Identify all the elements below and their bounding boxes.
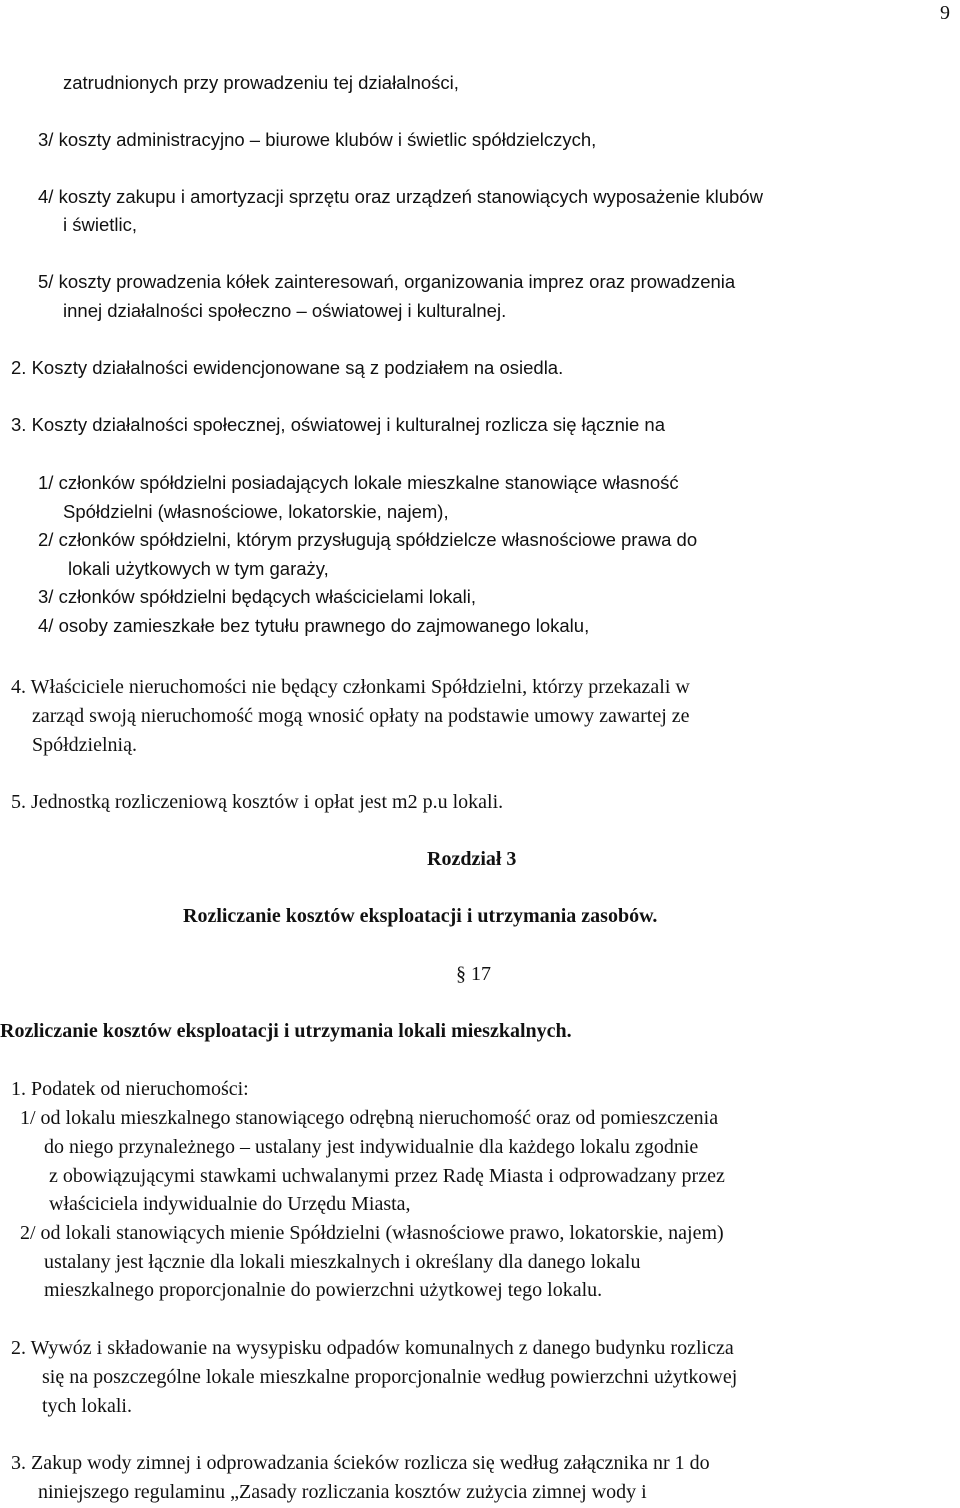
paragraph-line: do niego przynależnego – ustalany jest indywidualnie dla każdego lokalu zgodnie xyxy=(44,1136,699,1158)
chapter-heading: Rozdział 3 xyxy=(427,848,517,870)
paragraph-line: zarząd swoją nieruchomość mogą wnosić opłaty na podstawie umowy zawartej ze xyxy=(32,705,690,727)
paragraph-line: właściciela indywidualnie do Urzędu Miasta, xyxy=(49,1193,411,1215)
list-item: 5/ koszty prowadzenia kółek zainteresowań, organizowania imprez oraz prowadzenia xyxy=(38,271,736,292)
paragraph-line: Spółdzielnią. xyxy=(32,734,137,756)
list-item: 4/ osoby zamieszkałe bez tytułu prawnego do zajmowanego lokalu, xyxy=(38,615,590,636)
paragraph-line: niniejszego regulaminu „Zasady rozliczania kosztów zużycia zimnej wody i xyxy=(38,1481,647,1503)
list-item: 4/ koszty zakupu i amortyzacji sprzętu oraz urządzeń stanowiących wyposażenie klubów xyxy=(38,186,763,207)
list-item: Spółdzielni (własnościowe, lokatorskie, najem), xyxy=(63,501,449,522)
list-item: innej działalności społeczno – oświatowej i kulturalnej. xyxy=(63,300,507,321)
paragraph-line: mieszkalnego proporcjonalnie do powierzchni użytkowej tego lokalu. xyxy=(44,1279,603,1301)
paragraph-line: 5. Jednostką rozliczeniową kosztów i opłat jest m2 p.u lokali. xyxy=(11,791,504,813)
page-number: 9 xyxy=(940,2,950,24)
paragraph-line: z obowiązującymi stawkami uchwalanymi przez Radę Miasta i odprowadzany przez xyxy=(49,1165,725,1187)
paragraph-line: 1. Podatek od nieruchomości: xyxy=(11,1078,249,1100)
paragraph-line: 2. Wywóz i składowanie na wysypisku odpadów komunalnych z danego budynku rozlicza xyxy=(11,1337,734,1359)
list-item: 3/ członków spółdzielni będących właścicielami lokali, xyxy=(38,586,477,607)
list-item: 3. Koszty działalności społecznej, oświatowej i kulturalnej rozlicza się łącznie na xyxy=(11,414,665,435)
list-item: i świetlic, xyxy=(63,214,138,235)
paragraph-line: 2/ od lokali stanowiących mienie Spółdzielni (własnościowe prawo, lokatorskie, najem) xyxy=(20,1222,724,1244)
list-item: lokali użytkowych w tym garaży, xyxy=(68,558,329,579)
list-item: 2/ członków spółdzielni, którym przysługują spółdzielcze własnościowe prawa do xyxy=(38,529,698,550)
list-item: 2. Koszty działalności ewidencjonowane są z podziałem na osiedla. xyxy=(11,357,564,378)
list-item: zatrudnionych przy prowadzeniu tej działalności, xyxy=(63,72,459,93)
list-item: 3/ koszty administracyjno – biurowe klubów i świetlic spółdzielczych, xyxy=(38,129,597,150)
paragraph-line: się na poszczególne lokale mieszkalne proporcjonalnie według powierzchni użytkowej xyxy=(42,1366,738,1388)
paragraph-line: 3. Zakup wody zimnej i odprowadzania ścieków rozlicza się według załącznika nr 1 do xyxy=(11,1452,710,1474)
section-heading: Rozliczanie kosztów eksploatacji i utrzymania lokali mieszkalnych. xyxy=(0,1020,572,1042)
paragraph-sign: § 17 xyxy=(456,963,491,985)
chapter-title: Rozliczanie kosztów eksploatacji i utrzymania zasobów. xyxy=(183,905,658,927)
paragraph-line: 1/ od lokalu mieszkalnego stanowiącego odrębną nieruchomość oraz od pomieszczenia xyxy=(20,1107,719,1129)
list-item: 1/ członków spółdzielni posiadających lokale mieszkalne stanowiące własność xyxy=(38,472,679,493)
paragraph-line: ustalany jest łącznie dla lokali mieszkalnych i określany dla danego lokalu xyxy=(44,1251,641,1273)
paragraph-line: 4. Właściciele nieruchomości nie będący członkami Spółdzielni, którzy przekazali w xyxy=(11,676,690,698)
paragraph-line: tych lokali. xyxy=(42,1395,132,1417)
